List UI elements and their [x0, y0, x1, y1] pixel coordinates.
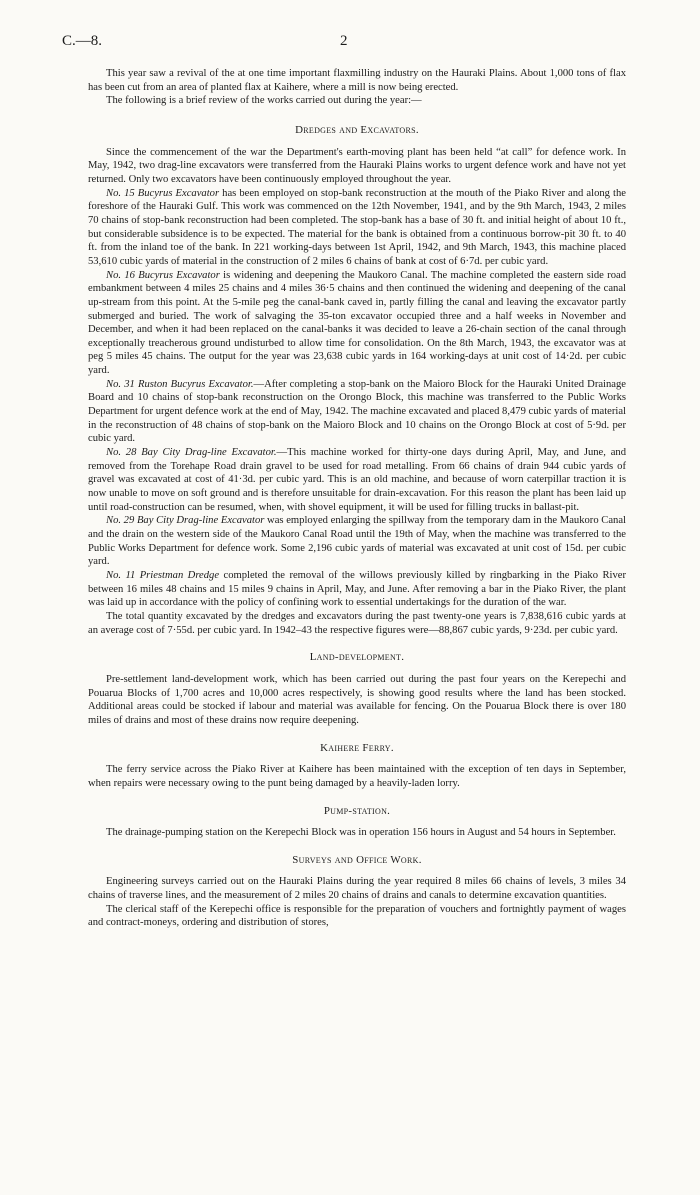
- section-heading-land: Land-development.: [309, 651, 405, 664]
- surveys-paragraph-2: The clerical staff of the Kerepechi office is responsible for the preparation of vouchers and fortnightly payment of wages and contract-moneys, ordering and distribution of stores,: [88, 903, 626, 929]
- intro-paragraph-1: This year saw a revival of the at one time important flaxmilling industry on the Hauraki Plains. About 1,000 tons of flax has been cut from an area of planted flax at Kaihere, where a mill is now being erected.: [88, 68, 626, 93]
- dredges-paragraph-7: [88, 569, 626, 610]
- machine-name: No. 29 Bay City Drag-line Excavator: [106, 515, 265, 527]
- page-number: 2: [340, 33, 348, 49]
- paragraph-text: —This machine worked for thirty-one days during April, May, and June, and removed from the Torehape Road drain gravel to be used for road metalling. From 66 chains of drain 944 cubic yards of gravel was excavated at cost of 41·3d. per cubic yard. This is an old machine, and because of worn caterpillar traction it is now unable to move on soft ground and is therefore unsuitable for drain-excavation. For this reason the plant has been laid up until road-construction can be resumed, when, with shovel equipment, it will be used for filling trucks in ballast-pit.: [88, 447, 626, 513]
- paragraph-text: completed the removal of the willows previously killed by ringbarking in the Piako River between 16 miles 48 chains and 15 miles 9 chains in April, May, and June. After removing a bar in the Piako River, the plant was laid up in accordance with the policy of confining work to essential undertakings for the duration of the war.: [88, 569, 626, 609]
- paragraph-text: was employed enlarging the spillway from the temporary dam in the Maukoro Canal and the drain on the western side of the Maukoro Canal Road until the 19th of May, when the machine was transferred to the Public Works Department for defence work. Some 2,196 cubic yards of material was excavated at unit cost of 15d. per cubic yard.: [88, 515, 626, 568]
- section-heading-dredges: Dredges and Excavators.: [295, 123, 419, 136]
- page-header: [62, 33, 630, 53]
- ferry-paragraph-1: The ferry service across the Piako River at Kaihere has been maintained with the exception of ten days in September, when repairs were necessary owing to the punt being damaged by a heavily-laden lorry.: [88, 764, 626, 789]
- paragraph-text: has been employed on stop-bank reconstruction at the mouth of the Piako River and along the foreshore of the Hauraki Gulf. This work was commenced on the 12th November, 1941, and by the 9th March, 1943, 2 miles 70 chains of stop-bank reconstruction had been completed. The stop-bank has a base of 30 ft. and initial height of about 10 ft., but considerable subsidence is to be expected. The material for the bank is obtained from a continuous borrow-pit 30 ft. to 40 ft. from the inland toe of the bank. In 221 working-days between 1st April, 1942, and 9th March, 1943, this machine placed 53,610 cubic yards of material in the construction of 2 miles 6 chains of bank at cost of 6·7d. per cubic yard.: [88, 187, 626, 267]
- machine-name: No. 16 Bucyrus Excavator: [106, 269, 220, 281]
- machine-name: No. 15 Bucyrus Excavator: [106, 187, 220, 199]
- dredges-paragraph-3: [88, 269, 626, 378]
- intro-paragraph-2: The following is a brief review of the works carried out during the year:—: [106, 95, 422, 107]
- dredges-paragraph-6: [88, 514, 626, 569]
- surveys-paragraph-1: Engineering surveys carried out on the Hauraki Plains during the year required 8 miles 66 chains of levels, 3 miles 34 chains of traverse lines, and the measurement of 2 miles 20 chains of drains and canals to determine excavation quantities.: [88, 876, 626, 902]
- dredges-paragraph-2: [88, 187, 626, 269]
- section-heading-surveys: Surveys and Office Work.: [292, 853, 422, 866]
- paragraph-text: —After completing a stop-bank on the Maioro Block for the Hauraki United Drainage Board and 10 chains of stop-bank reconstruction on the Orongo Block, this machine was transferred to the Public Works Department for urgent defence work at the end of May, 1942. The machine excavated and placed 8,479 cubic yards of material in the reconstruction of 48 chains of stop-bank on the Maioro Block and 10 chains on the Orongo Block at cost of 5·9d. per cubic yard.: [88, 378, 627, 445]
- document-body: [88, 67, 626, 930]
- document-reference: C.—8.: [62, 33, 103, 49]
- machine-name: No. 11 Priestman Dredge: [106, 569, 220, 581]
- dredges-paragraph-5: [88, 446, 626, 514]
- dredges-paragraph-1: Since the commencement of the war the Department's earth-moving plant has been held “at call” for defence work. In May, 1942, two drag-line excavators were transferred from the Hauraki Plains works to urgent defence work and have not yet returned. Only two excavators have been continuously employed throughout the year.: [88, 146, 626, 185]
- dredges-paragraph-4: [88, 378, 626, 446]
- paragraph-text: is widening and deepening the Maukoro Canal. The machine completed the eastern side road embankment between 4 miles 25 chains and 4 miles 36·5 chains and then continued the widening and deepening of the canal up-stream from this point. At the 5-mile peg the canal-bank caved in, partly filling the canal and leaving the excavator partly submerged and buried. The work of salvaging the 35-ton excavator occupied three and a half weeks in November and December, and when it had been replaced on the canal-banks it was decided to leave a 26-chain section of the canal through exceptionally treacherous ground undisturbed to allow time for consolidation. On the 8th March, 1943, the excavator was at peg 5 miles 45 chains. The output for the year was 23,638 cubic yards in 164 working-days at unit cost of 14·2d. per cubic yard.: [88, 269, 626, 377]
- machine-name: No. 31 Ruston Bucyrus Excavator.: [106, 378, 254, 390]
- pump-paragraph-1: The drainage-pumping station on the Kerepechi Block was in operation 156 hours in August and 54 hours in September.: [106, 827, 616, 839]
- land-paragraph-1: Pre-settlement land-development work, which has been carried out during the past four years on the Kerepechi and Pouarua Blocks of 1,700 acres and 10,000 acres respectively, is showing good results where the land has been stocked. Additional areas could be stocked if labour and material was available for fencing. On the Pouarua Block there is over 180 miles of drains and most of these drains now require deepening.: [88, 673, 626, 726]
- section-heading-pump: Pump-station.: [323, 804, 391, 817]
- dredges-paragraph-8: The total quantity excavated by the dredges and excavators during the past twenty-one years is 7,838,616 cubic yards at an average cost of 7·55d. per cubic yard. In 1942–43 the respective figures were—88,867 cubic yards, 9·23d. per cubic yard.: [88, 610, 626, 636]
- machine-name: No. 28 Bay City Drag-line Excavator.: [106, 447, 277, 459]
- section-heading-ferry: Kaihere Ferry.: [320, 741, 394, 754]
